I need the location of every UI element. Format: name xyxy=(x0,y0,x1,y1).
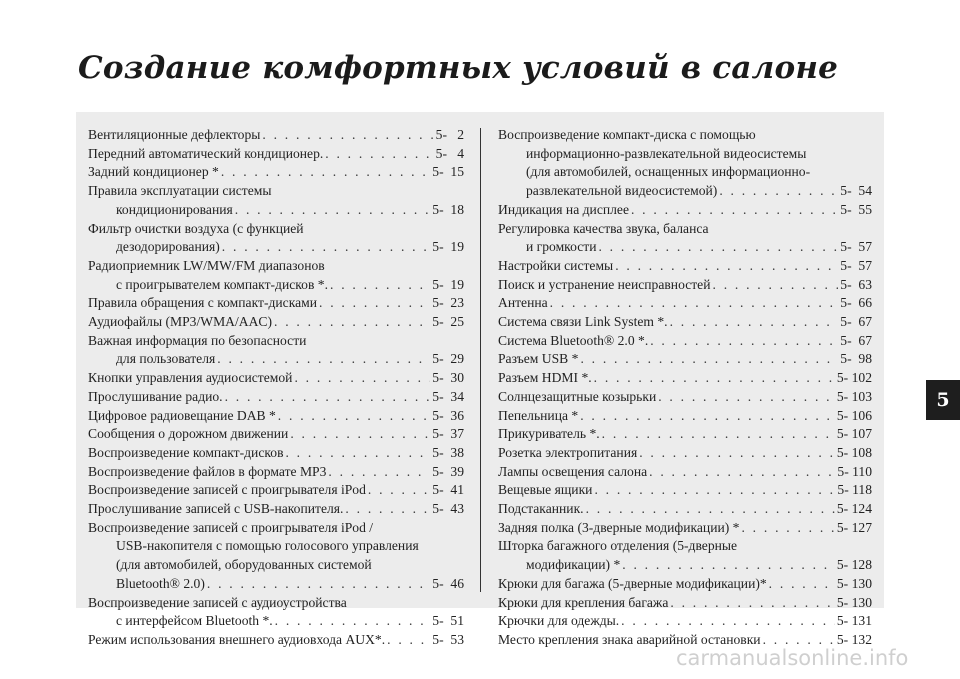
dot-leader xyxy=(260,126,433,145)
dot-leader xyxy=(215,350,430,369)
toc-entry[interactable] xyxy=(88,294,464,313)
toc-entry-line: модификации) * xyxy=(526,557,621,573)
toc-entry-line: Воспроизведение компакт-дисков xyxy=(88,444,284,460)
toc-page-number: 5- 39 xyxy=(432,463,464,479)
toc-entry-line: с интерфейсом Bluetooth *. xyxy=(116,613,273,629)
toc-page-number: 5- 118 xyxy=(837,482,872,498)
toc-entry[interactable] xyxy=(498,500,872,519)
toc-entry[interactable] xyxy=(88,481,464,500)
toc-entry[interactable] xyxy=(498,481,872,500)
toc-entry-line: информационно-развлекательной видеосистемы xyxy=(526,145,807,161)
toc-entry-line: (для автомобилей, оборудованных системой xyxy=(116,557,372,573)
dot-leader xyxy=(366,481,430,500)
toc-page-number: 5- 19 xyxy=(432,239,464,255)
dot-leader xyxy=(273,612,431,631)
toc-page-number: 5- 131 xyxy=(836,613,872,629)
toc-page-number: 5- 110 xyxy=(837,463,872,479)
toc-page-number: 5- 23 xyxy=(432,295,464,311)
dot-leader xyxy=(385,631,430,650)
toc-entry-line: Система связи Link System *. xyxy=(498,314,668,330)
toc-page-number: 5- 57 xyxy=(840,239,872,255)
toc-entry[interactable] xyxy=(88,519,464,594)
toc-entry[interactable] xyxy=(88,388,464,407)
toc-page-number: 5- 41 xyxy=(432,482,464,498)
dot-leader xyxy=(629,201,838,220)
toc-entry-line: Прослушивание радио. xyxy=(88,388,223,404)
toc-entry[interactable] xyxy=(498,350,872,369)
toc-entry-line: Прослушивание записей с USB-накопителя. xyxy=(88,501,344,517)
dot-leader xyxy=(283,444,430,463)
toc-page-number: 5- 103 xyxy=(836,388,872,404)
toc-page-number: 5- 57 xyxy=(840,257,872,273)
toc-entry-line: Аудиофайлы (MP3/WMA/AAC) xyxy=(88,314,272,330)
toc-entry[interactable] xyxy=(498,444,872,463)
toc-entry-line: Вещевые ящики xyxy=(498,482,593,498)
dot-leader xyxy=(668,313,839,332)
toc-entry[interactable] xyxy=(88,220,464,257)
toc-page-number: 5- 128 xyxy=(836,557,872,573)
toc-entry[interactable] xyxy=(88,369,464,388)
toc-entry[interactable] xyxy=(498,369,872,388)
toc-entry-line: Антенна xyxy=(498,295,548,311)
toc-entry[interactable] xyxy=(498,594,872,613)
toc-entry-line: развлекательной видеосистемой) xyxy=(526,183,718,199)
toc-entry[interactable] xyxy=(88,126,464,145)
toc-entry-line: кондиционирования xyxy=(116,201,233,217)
toc-entry-line: Шторка багажного отделения (5-дверные xyxy=(498,538,738,554)
dot-leader xyxy=(656,388,835,407)
toc-entry-line: Воспроизведение записей с аудиоустройства xyxy=(88,594,347,610)
toc-entry[interactable] xyxy=(88,332,464,369)
toc-entry-line: Крюки для крепления багажа xyxy=(498,594,669,610)
toc-entry[interactable] xyxy=(498,220,872,257)
dot-leader xyxy=(637,444,835,463)
toc-page-number: 5- 51 xyxy=(432,613,464,629)
toc-page-number: 5- 37 xyxy=(432,426,464,442)
toc-entry-line: Крючки для одежды. xyxy=(498,613,620,629)
toc-entry-line: Радиоприемник LW/MW/FM диапазонов xyxy=(88,257,325,273)
toc-entry[interactable] xyxy=(88,407,464,426)
toc-entry[interactable] xyxy=(498,276,872,295)
dot-leader xyxy=(205,575,430,594)
dot-leader xyxy=(620,556,835,575)
toc-page-number: 5- 29 xyxy=(432,351,464,367)
toc-entry[interactable] xyxy=(498,519,872,538)
dot-leader xyxy=(648,332,838,351)
dot-leader xyxy=(767,575,835,594)
dot-leader xyxy=(326,463,430,482)
toc-entry-line: Пепельница * xyxy=(498,407,579,423)
toc-page-number: 5- 67 xyxy=(840,332,872,348)
toc-entry[interactable] xyxy=(88,463,464,482)
toc-entry-line: Правила обращения с компакт-дисками xyxy=(88,295,318,311)
toc-entry[interactable] xyxy=(498,126,872,201)
toc-entry-line: (для автомобилей, оснащенных информационно- xyxy=(526,164,811,180)
toc-entry[interactable] xyxy=(88,631,464,650)
toc-page-number: 5- 108 xyxy=(836,444,872,460)
dot-leader xyxy=(223,388,431,407)
dot-leader xyxy=(317,294,430,313)
toc-entry[interactable] xyxy=(498,575,872,594)
toc-entry-line: и громкости xyxy=(526,239,597,255)
dot-leader xyxy=(292,369,430,388)
toc-entry-line: для пользователя xyxy=(116,351,216,367)
dot-leader xyxy=(343,500,430,519)
toc-entry-line: Bluetooth® 2.0) xyxy=(116,575,205,591)
toc-entry-line: Прикуриватель *. xyxy=(498,426,600,442)
toc-entry-line: Подстаканник. xyxy=(498,501,584,517)
toc-entry-line: Крюки для багажа (5-дверные модификации)* xyxy=(498,575,767,591)
dot-leader xyxy=(596,238,838,257)
toc-page-number: 5- 30 xyxy=(432,370,464,386)
dot-leader xyxy=(578,407,835,426)
toc-entry-line: Вентиляционные дефлекторы xyxy=(88,127,261,142)
toc-page-number: 5- 132 xyxy=(836,631,872,647)
toc-page-number: 5- 98 xyxy=(840,351,872,367)
toc-page-number: 5- 36 xyxy=(432,407,464,423)
toc-page-number: 5- 34 xyxy=(432,388,464,404)
toc-entry-line: Режим использования внешнего аудиовхода AUX*. xyxy=(88,631,386,647)
toc-entry-line: Правила эксплуатации системы xyxy=(88,183,272,199)
toc-entry-line: Цифровое радиовещание DAB * xyxy=(88,407,276,423)
dot-leader xyxy=(328,276,430,295)
toc-entry-line: Воспроизведение файлов в формате MP3 xyxy=(88,463,327,479)
dot-leader xyxy=(578,350,838,369)
toc-entry[interactable] xyxy=(498,201,872,220)
toc-entry[interactable] xyxy=(498,313,872,332)
toc-page-number: 5- 107 xyxy=(836,426,872,442)
toc-entry[interactable] xyxy=(498,388,872,407)
toc-right-column xyxy=(498,126,872,650)
toc-entry-line: Важная информация по безопасности xyxy=(88,332,307,348)
toc-entry-line: Сообщения о дорожном движении xyxy=(88,426,289,442)
page-title: Создание комфортных условий в салоне xyxy=(78,50,839,86)
toc-entry-line: Воспроизведение записей с проигрывателя iPod / xyxy=(88,519,374,535)
toc-page-number: 5- 124 xyxy=(836,501,872,517)
toc-entry-line: Солнцезащитные козырьки xyxy=(498,388,657,404)
toc-entry[interactable] xyxy=(498,257,872,276)
toc-entry-line: Задний кондиционер * xyxy=(88,164,219,180)
dot-leader xyxy=(668,594,835,613)
toc-page-number: 5- 19 xyxy=(432,276,464,292)
toc-entry[interactable] xyxy=(88,257,464,294)
toc-entry-line: Воспроизведение компакт-диска с помощью xyxy=(498,127,756,142)
toc-entry-line: Лампы освещения салона xyxy=(498,463,648,479)
dot-leader xyxy=(717,182,838,201)
toc-entry[interactable] xyxy=(498,294,872,313)
toc-entry-line: Система Bluetooth® 2.0 *. xyxy=(498,332,649,348)
toc-page-number: 5- 38 xyxy=(432,444,464,460)
dot-leader xyxy=(233,201,431,220)
toc-entry-line: Кнопки управления аудиосистемой xyxy=(88,370,293,386)
toc-entry[interactable] xyxy=(88,425,464,444)
toc-page-number: 5- 130 xyxy=(836,594,872,610)
toc-page-number: 5- 46 xyxy=(432,575,464,591)
toc-entry[interactable] xyxy=(88,500,464,519)
toc-page-number: 5- 66 xyxy=(840,295,872,311)
dot-leader xyxy=(739,519,834,538)
toc-entry[interactable] xyxy=(88,594,464,631)
toc-entry-line: Передний автоматический кондиционер. xyxy=(88,145,324,161)
toc-page-number: 5- 63 xyxy=(840,276,872,292)
toc-entry[interactable] xyxy=(498,425,872,444)
chapter-tab[interactable]: 5 xyxy=(926,380,960,420)
toc-entry-line: с проигрывателем компакт-дисков *. xyxy=(116,276,328,292)
toc-page-number: 5- 15 xyxy=(432,164,464,180)
dot-leader xyxy=(584,500,835,519)
toc-entry[interactable] xyxy=(498,537,872,574)
toc-entry-line: дезодорирования) xyxy=(116,239,220,255)
column-divider xyxy=(480,128,481,592)
toc-entry-line: Фильтр очистки воздуха (с функцией xyxy=(88,220,304,236)
toc-entry-line: Индикация на дисплее xyxy=(498,201,629,217)
toc-page-number: 5- 127 xyxy=(836,519,872,535)
toc-entry-line: Поиск и устранение неисправностей xyxy=(498,276,711,292)
dot-leader xyxy=(276,407,430,426)
toc-entry[interactable] xyxy=(88,444,464,463)
toc-entry[interactable] xyxy=(88,163,464,182)
toc-entry-line: Разъем USB * xyxy=(498,351,579,367)
dot-leader xyxy=(647,463,835,482)
toc-page-number: 5- 55 xyxy=(840,201,872,217)
dot-leader xyxy=(272,313,430,332)
toc-entry-line: Воспроизведение записей с проигрывателя iPod xyxy=(88,482,366,498)
dot-leader xyxy=(600,425,835,444)
toc-entry[interactable] xyxy=(498,463,872,482)
toc-page-number: 5- 54 xyxy=(840,183,872,199)
toc-entry[interactable] xyxy=(498,612,872,631)
dot-leader xyxy=(219,163,430,182)
toc-entry-line: USB-накопителя с помощью голосового управления xyxy=(116,538,419,554)
toc-left-column xyxy=(88,126,464,650)
dot-leader xyxy=(592,369,835,388)
dot-leader xyxy=(220,238,430,257)
dot-leader xyxy=(711,276,839,295)
watermark-text: carmanualsonline.info xyxy=(676,646,909,670)
dot-leader xyxy=(288,425,430,444)
toc-page-number: 5- 18 xyxy=(432,201,464,217)
dot-leader xyxy=(613,257,838,276)
toc-entry[interactable] xyxy=(498,407,872,426)
toc-page-number: 5- 106 xyxy=(836,407,872,423)
toc-entry-line: Настройки системы xyxy=(498,257,614,273)
toc-entry-line: Розетка электропитания xyxy=(498,444,638,460)
toc-page-number: 5- 53 xyxy=(432,631,464,647)
toc-entry[interactable] xyxy=(498,332,872,351)
toc-page-number: 5- 43 xyxy=(432,501,464,517)
toc-entry[interactable] xyxy=(88,145,464,164)
toc-entry-line: Разъем HDMI *. xyxy=(498,370,592,386)
toc-entry[interactable] xyxy=(88,313,464,332)
toc-entry[interactable] xyxy=(88,182,464,219)
dot-leader xyxy=(619,612,835,631)
toc-page-number: 5- 2 xyxy=(435,127,464,142)
toc-entry-line: Регулировка качества звука, баланса xyxy=(498,220,709,236)
toc-page-number: 5- 4 xyxy=(435,145,464,161)
dot-leader xyxy=(592,481,835,500)
dot-leader xyxy=(323,145,433,164)
toc-entry-line: Место крепления знака аварийной остановки xyxy=(498,631,761,647)
toc-page-number: 5- 25 xyxy=(432,314,464,330)
toc-page-number: 5- 130 xyxy=(836,575,872,591)
toc-page-number: 5- 102 xyxy=(836,370,872,386)
toc-entry-line: Задняя полка (3-дверные модификации) * xyxy=(498,519,740,535)
dot-leader xyxy=(548,294,839,313)
toc-page-number: 5- 67 xyxy=(840,314,872,330)
